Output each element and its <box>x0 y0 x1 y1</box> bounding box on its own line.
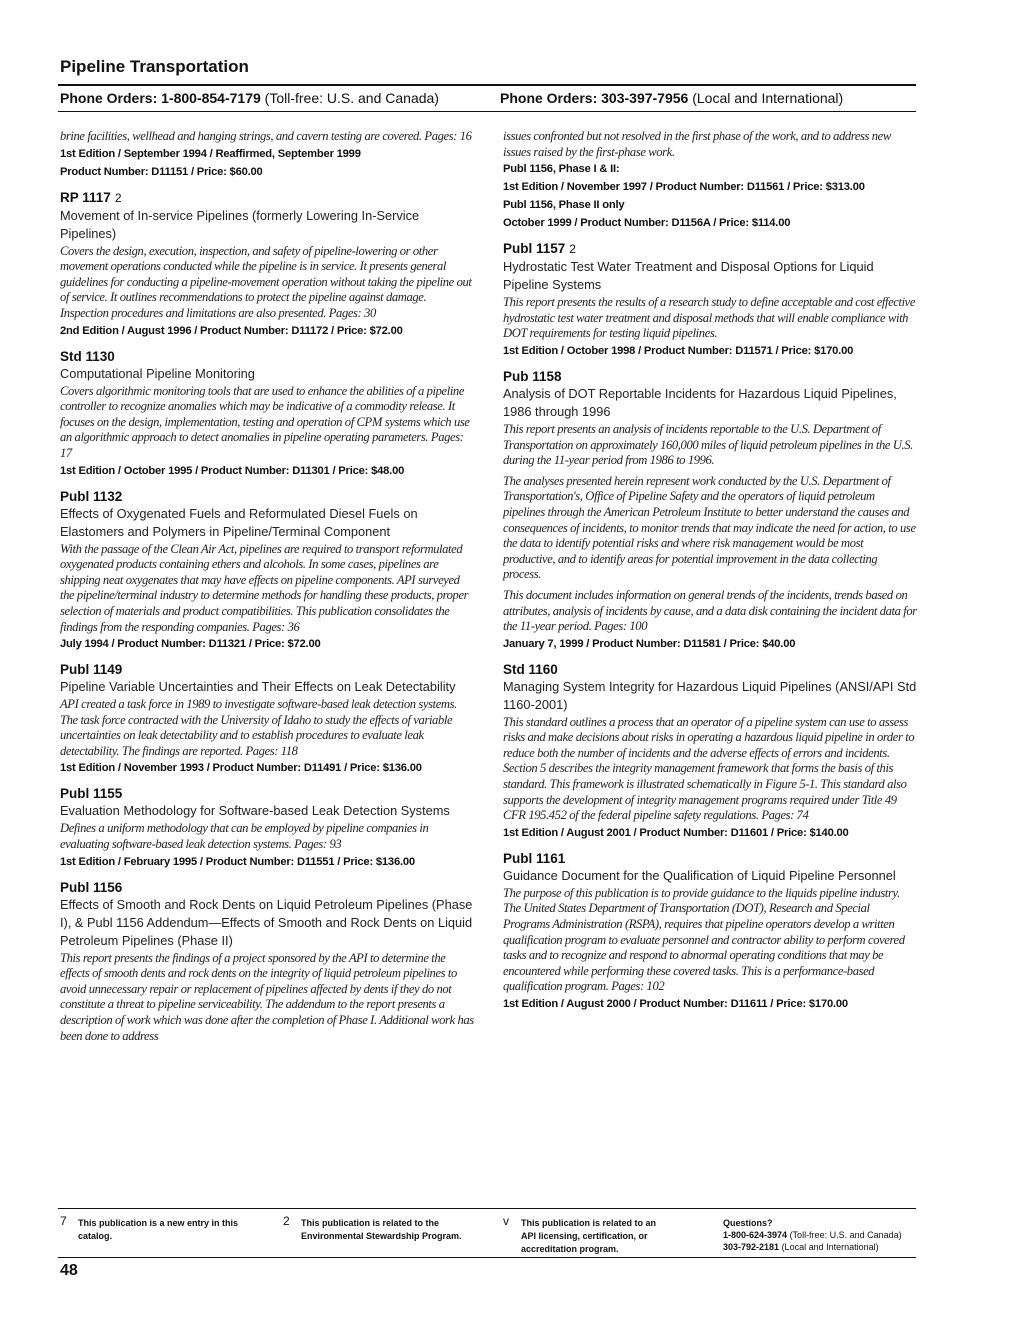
edition-product-price: January 7, 1999 / Product Number: D11581 / Price: $40.00 <box>503 637 796 650</box>
publication-title: Hydrostatic Test Water Treatment and Disposal Options for Liquid Pipeline Systems <box>503 259 874 293</box>
publication-code <box>60 785 474 802</box>
program-mark: 2 <box>569 242 576 257</box>
publication-description: This standard outlines a process that an operator of a pipeline system can use to assess risks and make decisions about risks in operating a hazardous liquid pipeline in order to reduce both the number of incidents and the adverse effects of errors and incidents. Section 5 describes the integrity management framework that forms the basis of this standard. This framework is illustrated schematically in Figure 5-1. This standard also supports the development of integrity management programs required under Title 49 CFR 195.452 of the federal pipeline safety regulations. Pages: 74 <box>503 714 915 823</box>
publication-code <box>503 850 917 867</box>
edition-product-price: 1st Edition / February 1995 / Product Number: D11551 / Price: $136.00 <box>60 855 415 868</box>
edition-product-price: 1st Edition / October 1995 / Product Number: D11301 / Price: $48.00 <box>60 464 405 477</box>
catalog-entry <box>60 129 474 181</box>
phone-tollfree-note: (Toll-free: U.S. and Canada) <box>260 90 439 106</box>
publication-description: The analyses presented herein represent work conducted by the U.S. Department of Transportation's, Office of Pipeline Safety and the operators of liquid petroleum pipelines through the American Petroleum Institute to better understand the causes and consequences of incidents, to monitor trends that may indicate the need for action, to use the data to identify potential risks and where risk management would be most productive, and to identify areas for potential improvement in the data collecting process. <box>503 473 916 582</box>
edition-product-price: 1st Edition / November 1993 / Product Number: D11491 / Price: $136.00 <box>60 762 422 775</box>
questions-phone-local: 303-792-2181 <box>723 1242 780 1252</box>
publication-code <box>60 348 474 365</box>
program-mark: 2 <box>114 190 122 205</box>
publication-description: This report presents the results of a research study to define acceptable and cost effective hydrostatic test water treatment and disposal methods that will enable compliance with DOT requirements for testing liquid pipelines. <box>503 295 916 341</box>
publication-title: Effects of Smooth and Rock Dents on Liquid Petroleum Pipelines (Phase I), & Publ 1156 Addendum—Effects of Smooth and Rock Dents on Liquid Petroleum Pipelines (Phase II) <box>60 896 473 948</box>
publication-code-text: Std 1160 <box>503 661 558 677</box>
catalog-entry <box>60 488 474 654</box>
catalog-entry <box>503 240 917 360</box>
publication-title: Managing System Integrity for Hazardous Liquid Pipelines (ANSI/API Std 1160-2001) <box>503 678 917 712</box>
phone-rule <box>58 111 916 112</box>
publication-code <box>503 240 917 258</box>
questions-phone-local-note: (Local and International) <box>779 1242 879 1252</box>
footnote-text: This publication is related to an API licensing, certification, or accreditation program. <box>521 1218 657 1254</box>
publication-description: brine facilities, wellhead and hanging strings, and cavern testing are covered. Pages: 16 <box>60 129 472 143</box>
publication-code-text: Publ 1132 <box>60 488 123 504</box>
phone-local-note: (Local and International) <box>688 90 844 106</box>
publication-description: Defines a uniform methodology that can be employed by pipeline companies in evaluating software-based leak detection systems. Pages: 93 <box>60 821 429 852</box>
environmental-symbol: 2 <box>283 1214 290 1228</box>
footer-bottom-rule <box>58 1257 916 1258</box>
publication-description: The purpose of this publication is to provide guidance to the liquids pipeline industry. The United States Department of Transportation (DOT), Research and Special Programs Administration (RSPA), requires that pipeline operators develop a written qualification program to evaluate personnel and contractor ability to perform covered tasks and to recognize and respond to abnormal operating conditions that may be encountered while performing these covered tasks. This is a performance-based qualification program. Pages: 102 <box>503 885 905 994</box>
questions-label: Questions? <box>723 1218 773 1228</box>
right-column <box>503 128 917 1021</box>
edition-product-price: 1st Edition / November 1997 / Product Number: D11561 / Price: $313.00 <box>503 181 865 194</box>
edition-product-price: Product Number: D11151 / Price: $60.00 <box>60 165 263 178</box>
publication-code-text: Std 1130 <box>60 348 115 364</box>
publication-title: Analysis of DOT Reportable Incidents for Hazardous Liquid Pipelines, 1986 through 1996 <box>503 385 897 419</box>
catalog-entry <box>60 661 474 777</box>
publication-title: Pipeline Variable Uncertainties and Their Effects on Leak Detectability <box>60 679 456 695</box>
header-rule <box>58 84 916 86</box>
edition-product-price: 1st Edition / August 2000 / Product Number: D11611 / Price: $170.00 <box>503 998 848 1010</box>
publication-description: This document includes information on general trends of the incidents, trends based on attributes, analysis of incidents by cause, and a data disk containing the incident data for the 11-year period. Pages: 100 <box>503 587 917 634</box>
publication-code-text: Publ 1161 <box>503 850 566 866</box>
edition-product-price: Publ 1156, Phase I & II: <box>503 163 620 176</box>
publication-title: Computational Pipeline Monitoring <box>60 365 255 381</box>
publication-code-text: Publ 1157 <box>503 241 566 257</box>
publication-description: Covers the design, execution, inspection, and safety of pipeline-lowering or other movement operations conducted while the pipeline is in service. It presents general guidelines for conducting a pipeline-movement operation without taking the pipeline out of service. It outlines recommendations to protect the pipeline against damage. Inspection procedures and limitations are also presented. Pages: 30 <box>60 243 472 320</box>
publication-code <box>503 368 917 385</box>
publication-code <box>60 879 474 896</box>
publication-description: issues confronted but not resolved in the first phase of the work, and to address new issues raised by the first-phase work. <box>503 129 891 159</box>
catalog-entry <box>503 850 917 1013</box>
publication-title: Effects of Oxygenated Fuels and Reformulated Diesel Fuels on Elastomers and Polymers in Pipeline/Terminal Component <box>60 505 418 539</box>
left-column <box>60 128 474 1052</box>
publication-description: API created a task force in 1989 to investigate software-based leak detection systems. The task force contracted with the University of Idaho to study the effects of variable uncertainties on leak detectability and to establish procedures to evaluate leak detectability. The findings are reported. Pages: 118 <box>60 697 457 758</box>
publication-code-text: Pub 1158 <box>503 368 562 384</box>
footnote-text: This publication is a new entry in this catalog. <box>78 1218 239 1241</box>
publication-description: This report presents an analysis of incidents reportable to the U.S. Department of Transportation on approximately 160,000 miles of liquid petroleum pipelines in the U.S. during the 11-year period from 1986 to 1996. <box>503 421 913 468</box>
page-title: Pipeline Transportation <box>60 57 249 76</box>
publication-code <box>503 661 917 678</box>
edition-product-price: 2nd Edition / August 1996 / Product Number: D11172 / Price: $72.00 <box>60 324 403 337</box>
edition-product-price: 1st Edition / August 2001 / Product Number: D11601 / Price: $140.00 <box>503 826 849 839</box>
licensing-symbol: v <box>503 1214 509 1228</box>
publication-code <box>60 488 474 505</box>
publication-code-text: Publ 1156 <box>60 879 123 895</box>
catalog-entry <box>60 879 474 1045</box>
edition-product-price: Publ 1156, Phase II only <box>503 199 625 212</box>
publication-code-text: Publ 1155 <box>60 786 123 802</box>
publication-title: Guidance Document for the Qualification of Liquid Pipeline Personnel <box>503 867 896 883</box>
edition-product-price: July 1994 / Product Number: D11321 / Price: $72.00 <box>60 638 321 651</box>
catalog-entry <box>503 368 917 653</box>
catalog-entry <box>503 661 917 842</box>
phone-local-number: Phone Orders: 303-397-7956 <box>500 90 689 106</box>
edition-product-price: 1st Edition / October 1998 / Product Number: D11571 / Price: $170.00 <box>503 344 854 357</box>
footnote-text: This publication is related to the Environmental Stewardship Program. <box>301 1218 462 1241</box>
edition-product-price: 1st Edition / September 1994 / Reaffirmed, September 1999 <box>60 147 361 160</box>
publication-code <box>60 189 474 207</box>
edition-product-price: October 1999 / Product Number: D1156A / Price: $114.00 <box>503 217 791 230</box>
publication-code <box>60 661 474 678</box>
publication-description: With the passage of the Clean Air Act, pipelines are required to transport reformulated oxygenated products containing ethers and alcohols. In some cases, pipelines are shipping neat oxygenates that may have effects on pipeline components. API surveyed the pipeline/terminal industry to determine methods for handling these products, proper selection of materials and product compatibilities. This publication consolidates the findings from the responding companies. Pages: 36 <box>60 541 469 634</box>
catalog-entry <box>60 189 474 340</box>
phone-tollfree-number: Phone Orders: 1-800-854-7179 <box>60 90 261 106</box>
phone-orders-tollfree <box>60 90 439 106</box>
publication-description: Covers algorithmic monitoring tools that are used to enhance the abilities of a pipeline controller to recognize anomalies which may be indicative of a commodity release. It focuses on the design, implementation, testing and operation of CPM systems which use an algorithmic approach to detect anomalies in pipeline operating parameters. Pages: 17 <box>60 383 470 460</box>
footer-rule <box>58 1208 916 1209</box>
phone-orders-local <box>500 90 843 106</box>
catalog-entry <box>60 785 474 870</box>
catalog-entry <box>60 348 474 480</box>
publication-code-text: RP 1117 <box>60 189 111 205</box>
publication-title: Evaluation Methodology for Software-based Leak Detection Systems <box>60 803 450 819</box>
questions-phone-tollfree-note: (Toll-free: U.S. and Canada) <box>787 1230 902 1240</box>
questions-block <box>723 1217 902 1253</box>
questions-phone-tollfree: 1-800-624-3974 <box>723 1230 788 1240</box>
page-number: 48 <box>60 1262 78 1279</box>
publication-code-text: Publ 1149 <box>60 662 123 678</box>
publication-title: Movement of In-service Pipelines (formerly Lowering In-Service Pipelines) <box>60 207 420 241</box>
catalog-entry <box>503 129 917 232</box>
publication-description: This report presents the findings of a project sponsored by the API to determine the effects of smooth dents and rock dents on the integrity of liquid petroleum pipelines to avoid unnecessary repair or replacement of pipelines affected by dents if they do not constitute a threat to pipeline serviceability. The addendum to the report presents a description of work which was done after the completion of Phase I. Additional work has been done to address <box>60 950 474 1043</box>
new-entry-symbol: 7 <box>60 1214 67 1228</box>
